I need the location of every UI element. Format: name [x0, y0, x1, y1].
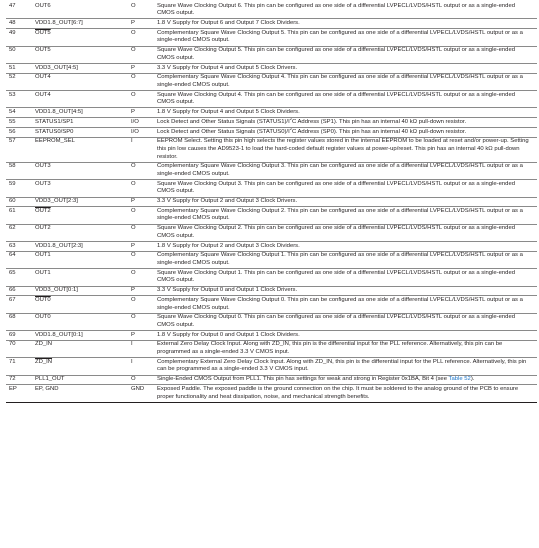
pin-number: 59	[6, 180, 32, 197]
pin-number: 50	[6, 46, 32, 63]
pin-type: P	[128, 63, 154, 73]
mnemonic-text: VDD3_OUT[2:3]	[35, 198, 78, 205]
mnemonic-text: OUT2	[35, 225, 51, 232]
table-row	[6, 118, 537, 128]
pin-description	[154, 224, 537, 241]
table-row	[6, 73, 537, 90]
pin-mnemonic	[32, 242, 128, 252]
pin-mnemonic	[32, 180, 128, 197]
pin-mnemonic	[32, 63, 128, 73]
desc-text: Square Wave Clocking Output 5. This pin can be configured as one side of a differential LVPECL/LVDS/HSTL output or as a single-ended CMOS output.	[157, 47, 516, 61]
pin-number: 53	[6, 91, 32, 108]
table-row	[6, 91, 537, 108]
desc-text: Exposed Paddle. The exposed paddle is the ground connection on the chip. It must be soldered to the analog ground of the PCB to ensure proper functionality and heat dissipation, noise, and mechanical strength benefits.	[157, 386, 519, 400]
pin-mnemonic	[32, 128, 128, 138]
table-link[interactable]: Table 52	[448, 376, 471, 383]
desc-text: Complementary Square Wave Clocking Output 2. This pin can be configured as one side of a differential LVPECL/LVDS/HSTL output or as a single-ended CMOS output.	[157, 207, 523, 222]
pin-function-table	[6, 2, 537, 403]
pin-description	[154, 242, 537, 252]
mnemonic-text: OUT0	[35, 296, 51, 303]
desc-superscript: 2	[289, 127, 292, 131]
pin-number: 64	[6, 251, 32, 268]
pin-description	[154, 2, 537, 19]
pin-description	[154, 19, 537, 29]
pin-type: O	[128, 73, 154, 90]
mnemonic-text: VDD1.8_OUT[4:5]	[35, 109, 83, 116]
table-row	[6, 296, 537, 313]
table-row	[6, 137, 537, 162]
mnemonic-text: OUT4	[35, 74, 51, 81]
pin-type: P	[128, 242, 154, 252]
pin-mnemonic	[32, 331, 128, 341]
pin-number: 55	[6, 118, 32, 128]
table-row	[6, 108, 537, 118]
mnemonic-text: STATUS0/SP0	[35, 128, 74, 135]
pin-description	[154, 63, 537, 73]
pin-number: 65	[6, 269, 32, 286]
mnemonic-text: OUT5	[35, 47, 51, 54]
pin-description	[154, 197, 537, 207]
pin-number: EP	[6, 385, 32, 402]
pin-number: 61	[6, 207, 32, 224]
table-row	[6, 331, 537, 341]
table-row	[6, 242, 537, 252]
table-row	[6, 29, 537, 46]
pin-number: 68	[6, 313, 32, 330]
pin-description	[154, 180, 537, 197]
pin-mnemonic	[32, 375, 128, 385]
pin-mnemonic	[32, 340, 128, 357]
mnemonic-text: EEPROM_SEL	[35, 138, 75, 145]
pin-type: I	[128, 358, 154, 375]
mnemonic-text: OUT2	[35, 207, 51, 214]
pin-mnemonic	[32, 358, 128, 375]
pin-number: 63	[6, 242, 32, 252]
pin-number: 56	[6, 128, 32, 138]
desc-text: 3.3 V Supply for Output 4 and Output 5 Clock Drivers.	[157, 64, 298, 71]
desc-text: Complementary Square Wave Clocking Output 0. This pin can be configured as one side of a differential LVPECL/LVDS/HSTL output or as a single-ended CMOS output.	[157, 296, 523, 311]
pin-type: O	[128, 296, 154, 313]
pin-number: 48	[6, 19, 32, 29]
pin-description	[154, 340, 537, 357]
mnemonic-text: OUT4	[35, 91, 51, 98]
pin-type: O	[128, 224, 154, 241]
pin-type: O	[128, 251, 154, 268]
desc-text: Square Wave Clocking Output 0. This pin can be configured as one side of a differential LVPECL/LVDS/HSTL output or as a single-ended CMOS output.	[157, 314, 516, 328]
pin-description	[154, 269, 537, 286]
pin-mnemonic	[32, 19, 128, 29]
pin-description	[154, 46, 537, 63]
pin-type: O	[128, 2, 154, 19]
desc-text: Square Wave Clocking Output 6. This pin can be configured as one side of a differential LVPECL/LVDS/HSTL output or as a single-ended CMOS output.	[157, 2, 516, 17]
table-row	[6, 340, 537, 357]
desc-superscript: 2	[289, 117, 292, 121]
desc-text: , this pin is the differential input for the PLL reference. Alternatively, this pin can be programmed as a single-ended 3.3 V CMOS input.	[157, 341, 503, 356]
desc-text: Complementary Square Wave Clocking Output 1. This pin can be configured as one side of a differential LVPECL/LVDS/HSTL output or as a single-ended CMOS output.	[157, 252, 523, 266]
pin-mnemonic	[32, 91, 128, 108]
pin-type: O	[128, 91, 154, 108]
pin-description	[154, 73, 537, 90]
desc-text: 3.3 V Supply for Output 0 and Output 1 Clock Drivers.	[157, 287, 298, 294]
table-row	[6, 358, 537, 375]
mnemonic-text: EP, GND	[35, 386, 59, 392]
desc-text: Complementary Square Wave Clocking Output 5. This pin can be configured as one side of a differential LVPECL/LVDS/HSTL output or as a single-ended CMOS output.	[157, 29, 523, 44]
table-row	[6, 313, 537, 330]
pin-mnemonic	[32, 296, 128, 313]
pin-description	[154, 385, 537, 402]
table-row	[6, 207, 537, 224]
mnemonic-text: VDD1.8_OUT[0:1]	[35, 331, 83, 338]
mnemonic-text: VDD1.8_OUT[6:7]	[35, 19, 83, 26]
pin-type: O	[128, 269, 154, 286]
pin-number: 72	[6, 375, 32, 385]
pin-description	[154, 118, 537, 128]
pin-description	[154, 286, 537, 296]
mnemonic-text: PLL1_OUT	[35, 376, 65, 383]
table-row	[6, 375, 537, 385]
desc-text: 1.8 V Supply for Output 4 and Output 5 Clock Dividers.	[157, 109, 300, 116]
pin-type: O	[128, 207, 154, 224]
pin-mnemonic	[32, 251, 128, 268]
pin-mnemonic	[32, 385, 128, 402]
desc-text: 1.8 V Supply for Output 0 and Output 1 Clock Dividers.	[157, 331, 300, 338]
desc-text: Square Wave Clocking Output 3. This pin can be configured as one side of a differential LVPECL/LVDS/HSTL output or as a single-ended CMOS output.	[157, 180, 516, 195]
mnemonic-text: VDD3_OUT[0:1]	[35, 287, 78, 294]
mnemonic-text: OUT6	[35, 2, 51, 9]
desc-text: Complementary External Zero Delay Clock Input. Along with ZD_IN, this pin is the differential input for the PLL reference. Alternatively, this pin can be programmed as a single-ended 3.3 V CMOS input.	[157, 358, 527, 373]
pin-mnemonic	[32, 197, 128, 207]
pin-type: P	[128, 331, 154, 341]
pin-type: O	[128, 313, 154, 330]
mnemonic-text: ZD_IN	[35, 341, 53, 348]
pin-description	[154, 128, 537, 138]
pin-mnemonic	[32, 286, 128, 296]
table-row	[6, 162, 537, 179]
table-row	[6, 197, 537, 207]
mnemonic-text: OUT3	[35, 163, 51, 170]
desc-text: ).	[470, 376, 475, 383]
pin-number: 62	[6, 224, 32, 241]
pin-mnemonic	[32, 162, 128, 179]
desc-pre: External Zero Delay Clock Input. Along with	[157, 341, 272, 348]
desc-text: Square Wave Clocking Output 4. This pin can be configured as one side of a differential LVPECL/LVDS/HSTL output or as a single-ended CMOS output.	[157, 91, 516, 106]
desc-text: 1.8 V Supply for Output 2 and Output 3 Clock Dividers.	[157, 242, 300, 249]
pin-mnemonic	[32, 73, 128, 90]
desc-text: 1.8 V Supply for Output 6 and Output 7 Clock Dividers.	[157, 19, 300, 26]
pin-mnemonic	[32, 108, 128, 118]
pin-type: O	[128, 46, 154, 63]
pin-number: 57	[6, 137, 32, 162]
mnemonic-text: ZD_IN	[35, 358, 53, 365]
table-row	[6, 286, 537, 296]
desc-pre: Lock Detect and Other Status Signals (STATUS0)/I	[157, 128, 290, 135]
pin-mnemonic	[32, 46, 128, 63]
pin-mnemonic	[32, 313, 128, 330]
mnemonic-text: STATUS1/SP1	[35, 118, 74, 125]
pin-description	[154, 331, 537, 341]
desc-text: Complementary Square Wave Clocking Output 4. This pin can be configured as one side of a differential LVPECL/LVDS/HSTL output or as a single-ended CMOS output.	[157, 74, 523, 88]
mnemonic-text: OUT1	[35, 269, 51, 276]
table-row	[6, 2, 537, 19]
pin-description	[154, 358, 537, 375]
desc-text: Square Wave Clocking Output 2. This pin can be configured as one side of a differential LVPECL/LVDS/HSTL output or as a single-ended CMOS output.	[157, 225, 516, 239]
table-row	[6, 251, 537, 268]
pin-mnemonic	[32, 118, 128, 128]
pin-number: 47	[6, 2, 32, 19]
mnemonic-text: OUT3	[35, 180, 51, 187]
mnemonic-text: OUT1	[35, 252, 51, 259]
pin-mnemonic	[32, 207, 128, 224]
pin-type: P	[128, 19, 154, 29]
mnemonic-text: VDD1.8_OUT[2:3]	[35, 242, 83, 249]
pin-number: 69	[6, 331, 32, 341]
pin-description	[154, 108, 537, 118]
table-row	[6, 180, 537, 197]
pin-type: O	[128, 162, 154, 179]
pin-mnemonic	[32, 269, 128, 286]
mnemonic-text: VDD3_OUT[4:5]	[35, 64, 78, 71]
pin-type: P	[128, 197, 154, 207]
desc-text: EEPROM Select. Setting this pin high selects the register values stored in the internal EEPROM to be loaded at reset and/or power-up. Setting this pin low causes the AD9523-1 to load the hard-coded default register values at power-up/reset. This pin has an internal 40 kΩ pull-down resistor.	[157, 138, 529, 160]
desc-text: 3.3 V Supply for Output 2 and Output 3 Clock Drivers.	[157, 198, 298, 205]
pin-number: 51	[6, 63, 32, 73]
pin-description	[154, 91, 537, 108]
desc-pre: Single-Ended CMOS Output from PLL1. This pin has settings for weak and strong in Register 0x1BA, Bit 4 (see	[157, 376, 449, 383]
pin-number: 54	[6, 108, 32, 118]
table-row	[6, 19, 537, 29]
pin-type: I	[128, 137, 154, 162]
pin-mnemonic	[32, 29, 128, 46]
pin-number: 49	[6, 29, 32, 46]
table-row	[6, 224, 537, 241]
mnemonic-text: OUT5	[35, 29, 51, 36]
pin-type: P	[128, 286, 154, 296]
desc-text: Square Wave Clocking Output 1. This pin can be configured as one side of a differential LVPECL/LVDS/HSTL output or as a single-ended CMOS output.	[157, 269, 516, 284]
pin-type: I/O	[128, 118, 154, 128]
pin-type: P	[128, 108, 154, 118]
table-row	[6, 269, 537, 286]
pin-type: O	[128, 29, 154, 46]
pin-type: I	[128, 340, 154, 357]
pin-number: 70	[6, 340, 32, 357]
pin-type: O	[128, 375, 154, 385]
pin-description	[154, 29, 537, 46]
pin-mnemonic	[32, 137, 128, 162]
desc-text: C Address (SP1). This pin has an internal 40 kΩ pull-down resistor.	[291, 118, 467, 125]
pin-description	[154, 375, 537, 385]
pin-number: 71	[6, 358, 32, 375]
desc-pre: Lock Detect and Other Status Signals (STATUS1)/I	[157, 118, 290, 125]
pin-type: GND	[128, 385, 154, 402]
table-row	[6, 128, 537, 138]
pin-number: 66	[6, 286, 32, 296]
table-row	[6, 385, 537, 402]
pin-number: 60	[6, 197, 32, 207]
pin-description	[154, 162, 537, 179]
desc-text: C Address (SP0). This pin has an internal 40 kΩ pull-down resistor.	[291, 128, 467, 135]
pin-mnemonic	[32, 224, 128, 241]
pin-number: 58	[6, 162, 32, 179]
pin-mnemonic	[32, 2, 128, 19]
mnemonic-text: OUT0	[35, 314, 51, 321]
pin-type: I/O	[128, 128, 154, 138]
desc-overbar: ZD_IN	[271, 341, 289, 348]
pin-description	[154, 251, 537, 268]
pin-type: O	[128, 180, 154, 197]
pin-number: 52	[6, 73, 32, 90]
pin-number: 67	[6, 296, 32, 313]
table-row	[6, 46, 537, 63]
desc-text: Complementary Square Wave Clocking Output 3. This pin can be configured as one side of a differential LVPECL/LVDS/HSTL output or as a single-ended CMOS output.	[157, 163, 523, 177]
pin-description	[154, 137, 537, 162]
pin-description	[154, 313, 537, 330]
pin-description	[154, 296, 537, 313]
table-row	[6, 63, 537, 73]
pin-description	[154, 207, 537, 224]
pin-rows	[6, 2, 537, 402]
